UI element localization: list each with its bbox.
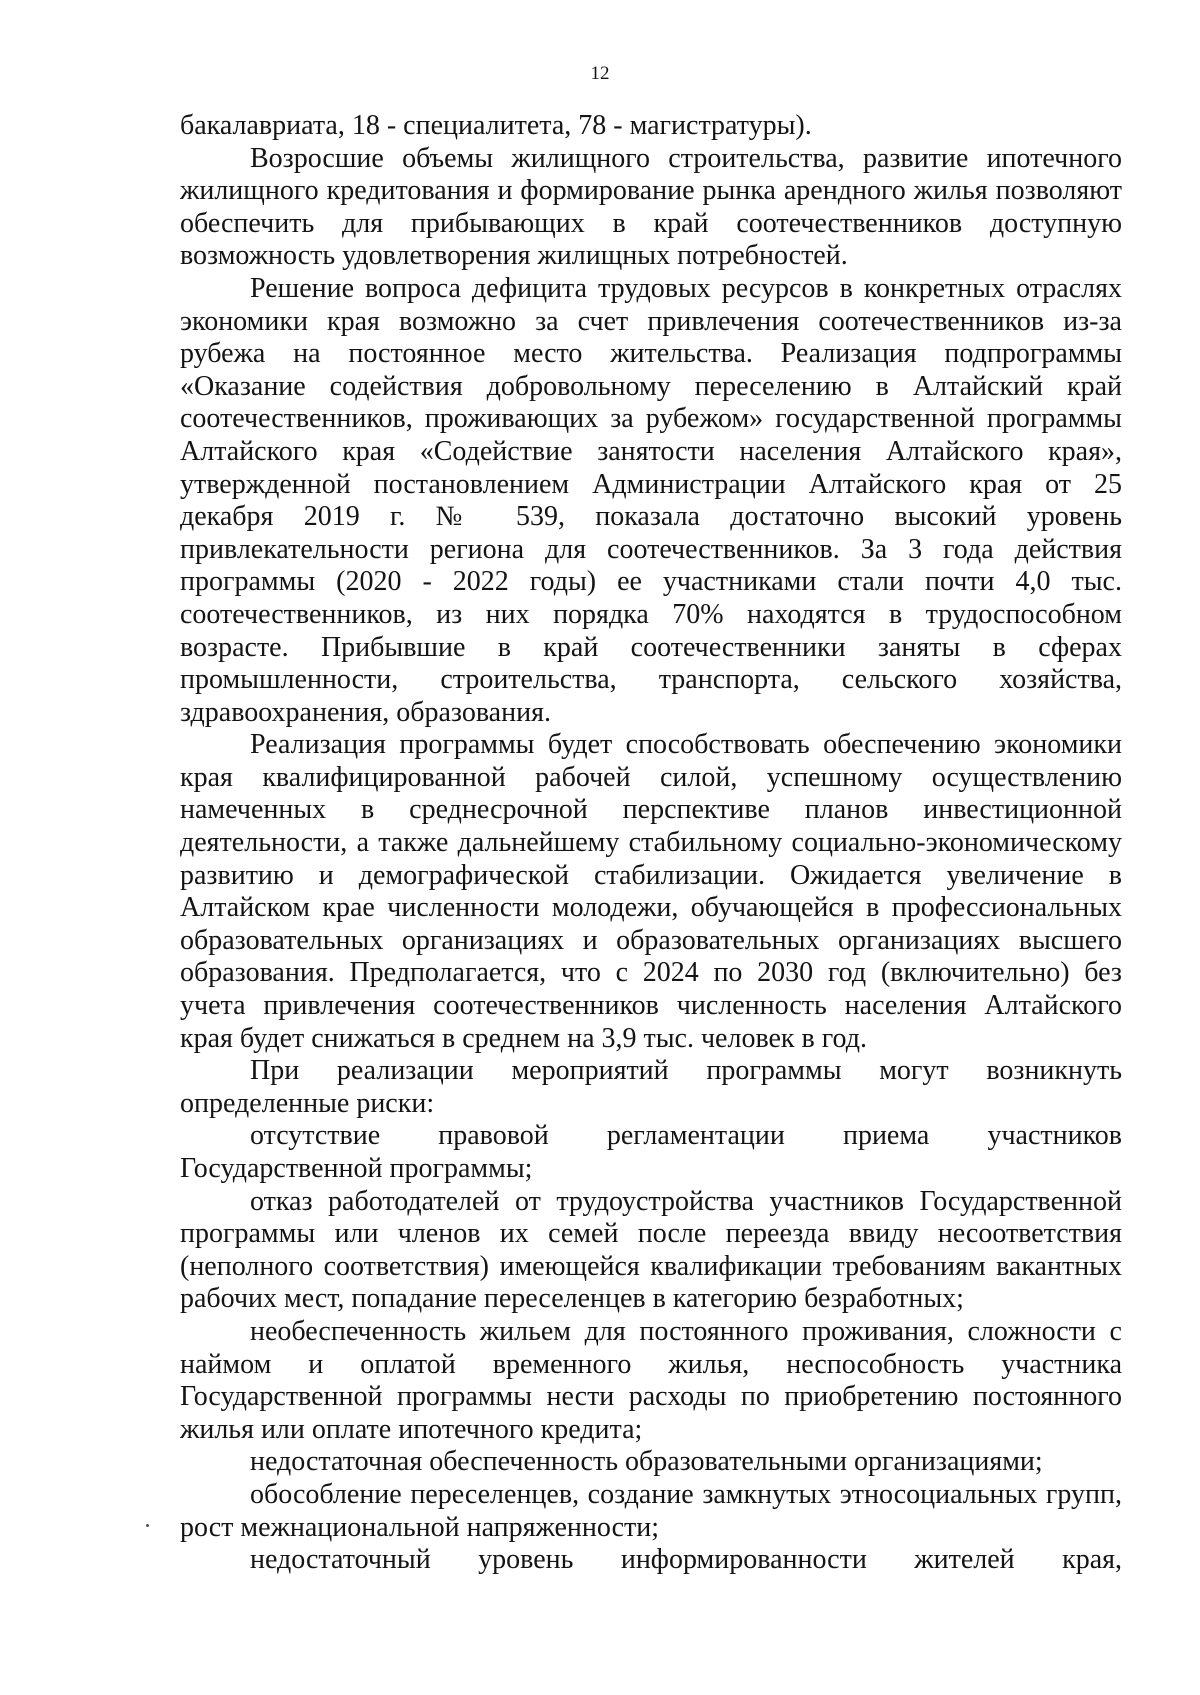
paragraph-housing: Возросшие объемы жилищного строительства, развитие ипотечного жилищного кредитования и формирование рынка арендного жилья позволяют обеспечить для прибывающих в край соотечественников доступную возможность удовлетворения жилищных потребностей. [180, 142, 1122, 272]
paragraph-labor-shortage: Решение вопроса дефицита трудовых ресурсов в конкретных отраслях экономики края возможно за счет привлечения соотечественников из-за рубежа на постоянное место жительства. Реализация подпрограммы «Оказание содействия добровольному переселению в Алтайский край соотечественников, проживающих за рубежом» государственной программы Алтайского края «Содействие занятости населения Алтайского края», утвержденной постановлением Администрации Алтайского края от 25 декабря 2019 г. № 539, показала достаточно высокий уровень привлекательности региона для соотечественников. За 3 года действия программы (2020 - 2022 годы) ее участниками стали почти 4,0 тыс. соотечественников, из них порядка 70% находятся в трудоспособном возрасте. Прибывшие в край соотечественники заняты в сферах промышленности, строительства, транспорта, сельского хозяйства, здравоохранения, образования. [180, 272, 1122, 728]
risk-item-education: недостаточная обеспеченность образовательными организациями; [250, 1446, 1043, 1478]
paragraph-program-effects: Реализация программы будет способствовать обеспечению экономики края квалифицированной рабочей силой, успешному осуществлению намеченных в среднесрочной перспективе планов инвестиционной деятельности, а также дальнейшему стабильному социально-экономическому развитию и демографической стабилизации. Ожидается увеличение в Алтайском крае численности молодежи, обучающейся в профессиональных образовательных организациях и образовательных организациях высшего образования. Предполагается, что с 2024 по 2030 год (включительно) без учета привлечения соотечественников численность населения Алтайского края будет снижаться в среднем на 3,9 тыс. человек в год. [180, 729, 1122, 1054]
paragraph-continuation: бакалавриата, 18 - специалитета, 78 - магистратуры). [180, 110, 812, 141]
scan-speck [146, 1524, 149, 1527]
risk-item-employment: отказ работодателей от трудоустройства участников Государственной программы или членов их семей после переезда ввиду несоответствия (неполного соответствия) имеющейся квалификации требованиям вакантных рабочих мест, попадание переселенцев в категорию безработных; [180, 1185, 1122, 1315]
risk-item-housing: необеспеченность жильем для постоянного проживания, сложности с наймом и оплатой временного жилья, неспособность участника Государственной программы нести расходы по приобретению постоянного жилья или оплате ипотечного кредита; [180, 1315, 1122, 1445]
risk-item-awareness: недостаточный уровень информированности жителей края, [250, 1544, 1122, 1576]
risk-item-isolation: обособление переселенцев, создание замкнутых этносоциальных групп, рост межнациональной напряженности; [180, 1478, 1122, 1543]
document-body [180, 110, 1122, 1577]
risk-item-legal: отсутствие правовой регламентации приема участников Государственной программы; [180, 1120, 1122, 1184]
paragraph-risks-intro: При реализации мероприятий программы могут возникнуть определенные риски: [180, 1055, 1122, 1119]
page-number: 12 [590, 63, 610, 84]
